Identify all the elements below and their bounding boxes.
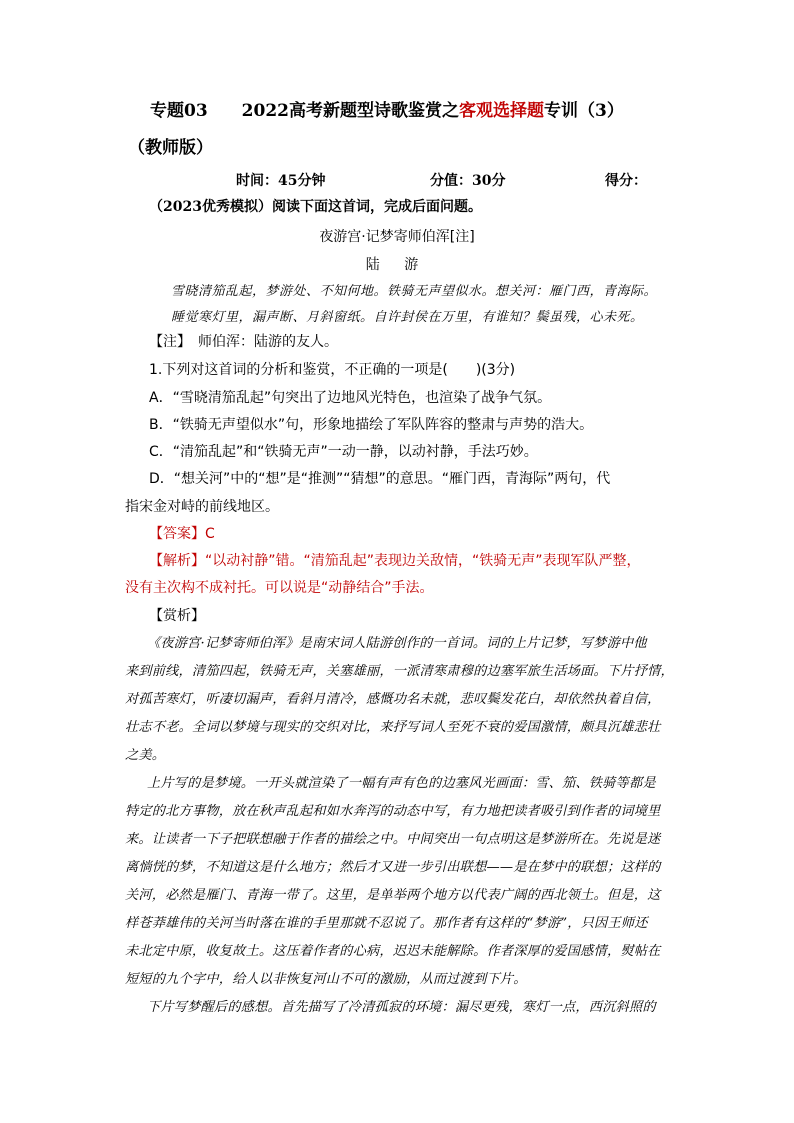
option-a: A．“雪晓清笳乱起”句突出了边地风光特色，也渲染了战争气氛。: [149, 390, 552, 406]
appreciation-line: 来。让读者一下子把联想融于作者的描绘之中。中间突出一句点明这是梦游所在。先说是迷: [125, 832, 661, 847]
page-title: [150, 96, 624, 121]
score-label: 分值：30分: [430, 173, 506, 189]
appreciation-line: 之美。: [125, 748, 166, 763]
poem-title: 夜游宫·记梦寄师伯浑[注]: [319, 229, 475, 245]
appreciation-line: 对孤苦寒灯，听凄切漏声，看斜月清冷，感慨功名未就，悲叹鬓发花白，却依然执着自信，: [125, 692, 661, 707]
appreciation-line: 特定的北方事物，放在秋声乱起和如水奔泻的动态中写，有力地把读者吸引到作者的词境里: [125, 804, 661, 819]
option-d: D．“想关河”中的“想”是“推测”“猜想”的意思。“雁门西，青海际”两句，代: [149, 471, 611, 487]
option-d-continued: 指宋金对峙的前线地区。: [125, 499, 279, 515]
answer-text: 【答案】C: [149, 526, 215, 542]
appreciation-line: 上片写的是梦境。一开头就渲染了一幅有声有色的边塞风光画面：雪、笳、铁骑等都是: [147, 776, 656, 791]
appreciation-line: 离惝恍的梦，不知道这是什么地方；然后才又进一步引出联想——是在梦中的联想；这样的: [125, 860, 661, 875]
appreciation-label: 【赏析】: [149, 608, 205, 624]
reading-instruction: （2023优秀模拟）阅读下面这首词，完成后面问题。: [149, 199, 482, 215]
appreciation-line: 未北定中原，收复故土。这压着作者的心病，迟迟未能解除。作者深厚的爱国感情，熨帖在: [125, 944, 661, 959]
option-c: C．“清笳乱起”和“铁骑无声”一动一静，以动衬静，手法巧妙。: [149, 444, 538, 460]
question-stem: 1.下列对这首词的分析和鉴赏，不正确的一项是( )(3分): [149, 362, 516, 378]
appreciation-line: 样苍莽雄伟的关河当时落在谁的手里那就不忍说了。那作者有这样的“梦游”，只因王师还: [125, 916, 648, 931]
poem-author: 陆 游: [365, 257, 429, 273]
page-subtitle: （教师版）: [128, 138, 213, 158]
poem-line-2: 睡觉寒灯里，漏声断、月斜窗纸。自许封侯在万里，有谁知？鬓虽残，心未死。: [171, 310, 644, 325]
appreciation-line: 壮志不老。全词以梦境与现实的交织对比，来抒写词人至死不衰的爱国激情，颇具沉雄悲壮: [125, 720, 661, 735]
title-highlight: 客观选择题: [458, 101, 544, 121]
poem-note: 【注】 师伯浑：陆游的友人。: [149, 334, 338, 350]
option-b: B．“铁骑无声望似水”句，形象地描绘了军队阵容的整肃与声势的浩大。: [149, 417, 594, 433]
appreciation-line: 关河，必然是雁门、青海一带了。这里，是单举两个地方以代表广阔的西北领土。但是，这: [125, 888, 661, 903]
analysis-line-2: 没有主次构不成衬托。可以说是“动静结合”手法。: [125, 580, 434, 596]
appreciation-line: 短短的九个字中，给人以非恢复河山不可的激励，从而过渡到下片。: [125, 972, 527, 987]
appreciation-line: 下片写梦醒后的感想。首先描写了冷清孤寂的环境：漏尽更残，寒灯一点，西沉斜照的: [147, 1000, 656, 1015]
appreciation-line: 来到前线，清笳四起，铁骑无声，关塞雄丽，一派清寒肃穆的边塞军旅生活场面。下片抒情，: [125, 664, 674, 679]
analysis-line-1: 【解析】“以动衬静”错。“清笳乱起”表现边关敌情，“铁骑无声”表现军队严整，: [149, 553, 641, 569]
got-label: 得分：: [605, 173, 647, 189]
title-suffix: 专训（3）: [543, 101, 624, 121]
title-prefix: 专题03 2022高考新题型诗歌鉴赏之: [150, 101, 459, 121]
appreciation-line: 《夜游宫·记梦寄师伯浑》是南宋词人陆游创作的一首词。词的上片记梦，写梦游中他: [147, 636, 647, 651]
time-label: 时间：45分钟: [236, 173, 326, 189]
poem-line-1: 雪晓清笳乱起，梦游处、不知何地。铁骑无声望似水。想关河：雁门西，青海际。: [171, 284, 658, 299]
